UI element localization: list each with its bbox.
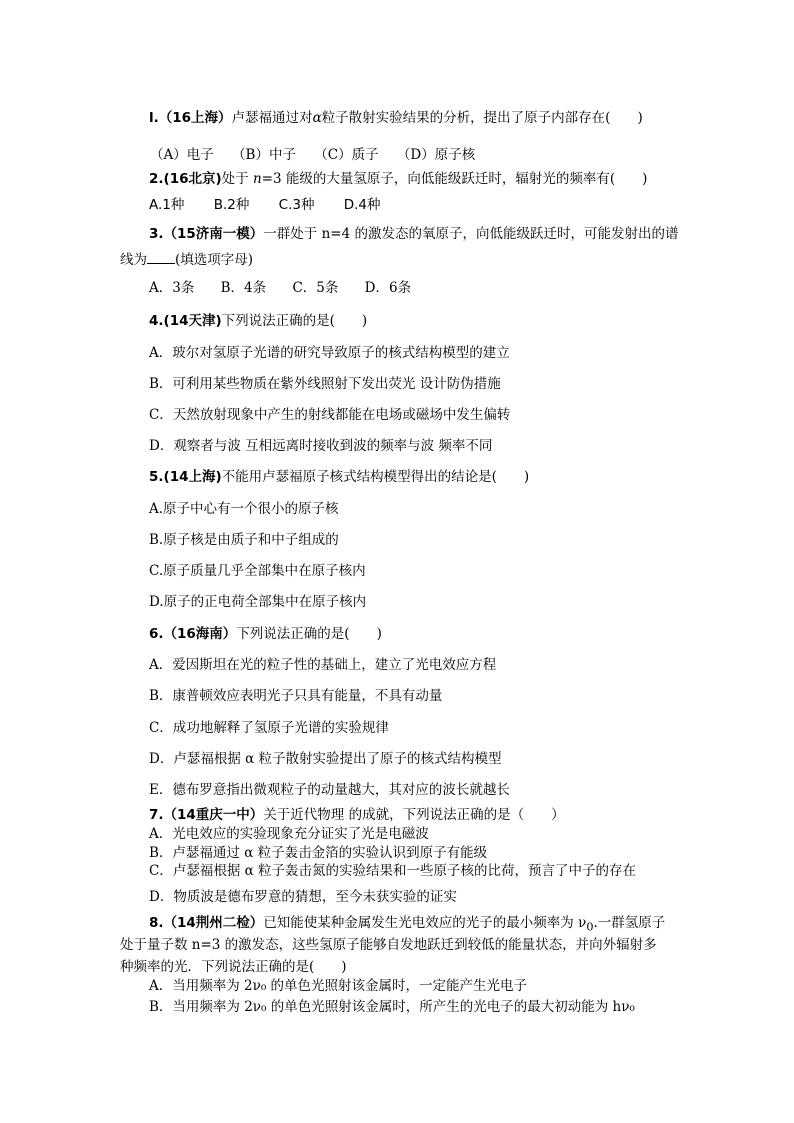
question-5-option-b[interactable]: B.原子核是由质子和中子组成的 [149,532,339,548]
question-4-option-a[interactable]: A．玻尔对氢原子光谱的研究导致原子的核式结构模型的建立 [149,345,510,361]
question-2-option-a[interactable]: A.1种 [149,197,185,213]
answer-blank[interactable] [147,251,175,264]
question-2-stem: 2.(16北京)处于 n=3 能级的大量氢原子，向低能级跃迁时，辐射光的频率有( ) [149,171,648,187]
question-8-option-b[interactable]: B．当用频率为 2ν₀ 的单色光照射该金属时，所产生的光电子的最大初动能为 hν₀ [149,999,635,1015]
question-7-option-c[interactable]: C．卢瑟福根据 α 粒子轰击氮的实验结果和一些原子核的比荷，预言了中子的存在 [149,863,637,879]
question-2-options [149,196,406,214]
question-8-option-a[interactable]: A．当用频率为 2ν₀ 的单色光照射该金属时，一定能产生光电子 [149,978,528,994]
question-4-source: 4.(14天津) [149,313,222,329]
question-8-stem-line-2: 处于量子数 n=3 的激发态，这些氢原子能够自发地跃迁到较低的能量状态，并向外辐射多 [120,937,657,953]
question-6-option-b[interactable]: B．康普顿效应表明光子只具有能量，不具有动量 [149,688,443,704]
question-7-option-b[interactable]: B．卢瑟福通过 α 粒子轰击金箔的实验认识到原子有能级 [149,845,488,861]
question-5-option-a[interactable]: A.原子中心有一个很小的原子核 [149,501,339,517]
question-3-option-d[interactable]: D．6条 [364,280,412,296]
question-7-option-a[interactable]: A．光电效应的实验现象充分证实了光是电磁波 [149,826,429,842]
question-1-stem: l.（16上海）卢瑟福通过对α粒子散射实验结果的分析，提出了原子内部存在( ) [149,110,643,126]
question-7-source: 7.（14重庆一中） [149,807,264,823]
question-1-option-d[interactable]: （D）原子核 [396,147,476,163]
question-3-stem: 3.（15济南一模）一群处于 n=4 的激发态的氧原子，向低能级跃迁时，可能发射出的谱 [149,226,679,242]
question-6-option-d[interactable]: D．卢瑟福根据 α 粒子散射实验提出了原子的核式结构模型 [149,751,502,767]
question-6-option-e[interactable]: E．德布罗意指出微观粒子的动量越大，其对应的波长就越长 [149,782,510,798]
question-8-source: 8.（14荆州二检） [149,915,264,931]
question-6-source: 6.（16海南） [149,626,237,642]
question-6-option-a[interactable]: A．爱因斯坦在光的粒子性的基础上，建立了光电效应方程 [149,657,497,673]
question-8-stem-line-3: 种频率的光．下列说法正确的是( ) [120,959,347,975]
question-4-option-d[interactable]: D．观察者与波 互相远离时接收到波的频率与波 频率不同 [149,438,493,454]
question-2-source: 2.(16北京) [149,171,222,187]
question-2-option-c[interactable]: C.3种 [278,197,315,213]
question-6-option-c[interactable]: C．成功地解释了氢原子光谱的实验规律 [149,720,389,736]
question-3-source: 3.（15济南一模） [149,226,264,242]
question-4-option-c[interactable]: C．天然放射现象中产生的射线都能在电场或磁场中发生偏转 [149,407,511,423]
question-1-option-c[interactable]: （C）质子 [314,147,379,163]
question-2-option-d[interactable]: D.4种 [343,197,381,213]
question-1-option-b[interactable]: （B）中子 [232,147,296,163]
question-3-option-b[interactable]: B．4条 [220,280,267,296]
question-1-number: l. [149,110,159,126]
question-5-option-d[interactable]: D.原子的正电荷全部集中在原子核内 [149,594,367,610]
question-8-stem: 8.（14荆州二检）已知能使某种金属发生光电效应的光子的最小频率为 $\nu_0$.一群氢原子 [149,915,666,934]
question-3-options [149,279,433,297]
question-1-options [150,146,489,164]
question-7-option-d[interactable]: D．物质波是德布罗意的猜想，至今未获实验的证实 [149,889,457,905]
question-5-option-c[interactable]: C.原子质量几乎全部集中在原子核内 [149,563,366,579]
question-3-option-a[interactable]: A．3条 [149,280,195,296]
question-7-stem: 7.（14重庆一中）关于近代物理 的成就，下列说法正确的是（ ） [149,807,565,823]
question-5-stem: 5.(14上海)不能用卢瑟福原子核式结构模型得出的结论是( ) [149,469,530,485]
question-4-option-b[interactable]: B．可利用某些物质在紫外线照射下发出荧光 设计防伪措施 [149,376,501,392]
question-1-source: （16上海） [158,110,232,126]
question-4-stem: 4.(14天津)下列说法正确的是( ) [149,313,368,329]
question-2-option-b[interactable]: B.2种 [213,197,250,213]
question-1-option-a[interactable]: （A）电子 [150,147,214,163]
question-6-stem: 6.（16海南）下列说法正确的是( ) [149,626,382,642]
question-5-source: 5.(14上海) [149,469,222,485]
question-3-option-c[interactable]: C．5条 [292,280,339,296]
question-3-stem-continued: 线为 (填选项字母) [120,252,254,268]
